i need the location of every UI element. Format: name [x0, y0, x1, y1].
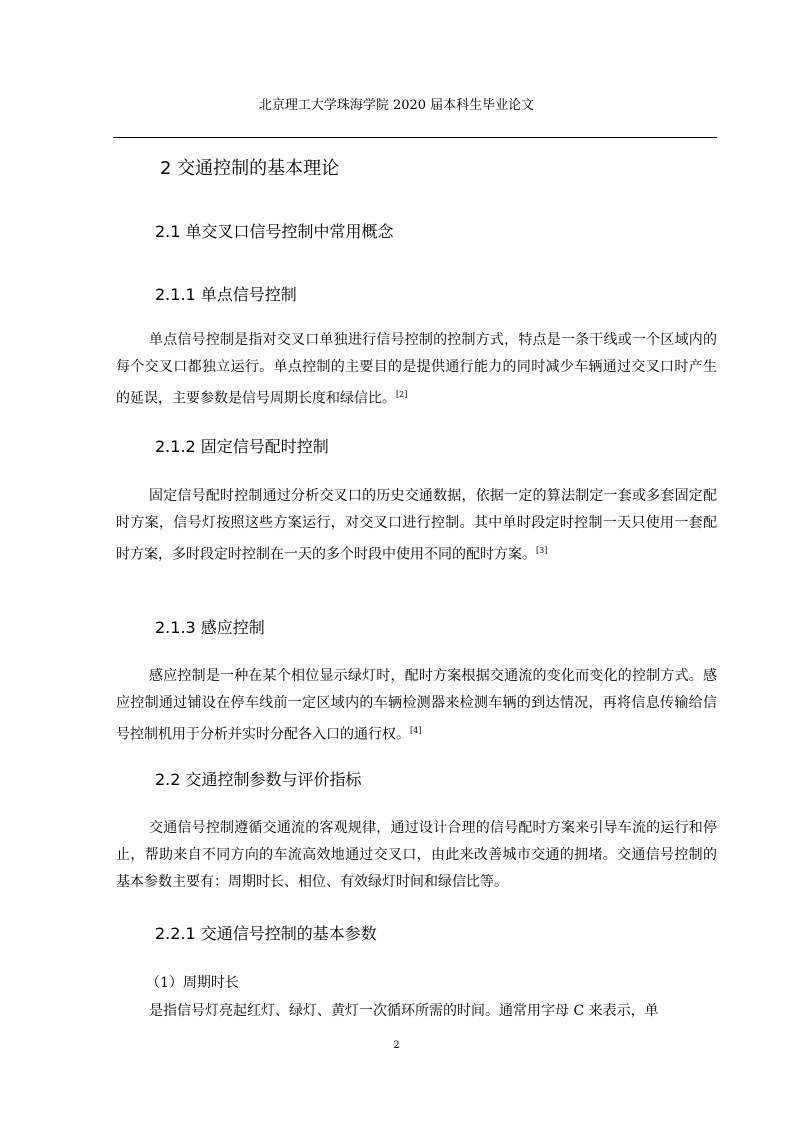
chapter-title: 2 交通控制的基本理论: [160, 158, 340, 179]
page-number: 2: [393, 1040, 400, 1051]
list-item-text: 是指信号灯亮起红灯、绿灯、黄灯一次循环所需的时间。通常用字母 C 来表示，单: [149, 1003, 659, 1019]
section-2-1-2-title: 2.1.2 固定信号配时控制: [155, 437, 329, 456]
section-2-2-title: 2.2 交通控制参数与评价指标: [155, 770, 362, 789]
paragraph-actuated-control: [116, 663, 717, 749]
section-2-1-3-title: 2.1.3 感应控制: [155, 618, 265, 637]
section-2-1-title: 2.1 单交叉口信号控制中常用概念: [155, 222, 394, 241]
paragraph-text: 固定信号配时控制通过分析交叉口的历史交通数据，依据一定的算法制定一套或多套固定配时方案，信号灯按照这些方案运行，对交叉口进行控制。其中单时段定时控制一天只使用一套配时方案，多时段定时控制在一天的多个时段中使用不同的配时方案。: [116, 488, 717, 563]
paragraph-text: 单点信号控制是指对交叉口单独进行信号控制的控制方式，特点是一条干线或一个区域内的每个交叉口都独立运行。单点控制的主要目的是提供通行能力的同时减少车辆通过交叉口时产生的延误，主要参数是信号周期长度和绿信比。: [116, 332, 717, 407]
paragraph-single-point-control: [116, 327, 717, 413]
paragraph-text: 感应控制是一种在某个相位显示绿灯时，配时方案根据交通流的变化而变化的控制方式。感应控制通过铺设在停车线前一定区域内的车辆检测器来检测车辆的到达情况，再将信息传输给信号控制机用于分析并实时分配各入口的通行权。: [116, 668, 717, 743]
section-2-2-1-title: 2.2.1 交通信号控制的基本参数: [155, 924, 377, 943]
citation-ref: [3]: [536, 546, 548, 555]
page-header: 北京理工大学珠海学院 2020 届本科生毕业论文: [258, 98, 535, 113]
paragraph-control-parameters: [116, 815, 717, 896]
list-item-label: （1）周期时长: [146, 975, 239, 991]
header-rule: [113, 137, 717, 138]
section-2-1-1-title: 2.1.1 单点信号控制: [155, 285, 297, 304]
citation-ref: [2]: [396, 390, 408, 399]
paragraph-fixed-timing-control: [116, 483, 717, 569]
citation-ref: [4]: [410, 726, 422, 735]
paragraph-text: 交通信号控制遵循交通流的客观规律，通过设计合理的信号配时方案来引导车流的运行和停止，帮助来自不同方向的车流高效地通过交叉口，由此来改善城市交通的拥堵。交通信号控制的基本参数主要有：周期时长、相位、有效绿灯时间和绿信比等。: [116, 820, 717, 890]
